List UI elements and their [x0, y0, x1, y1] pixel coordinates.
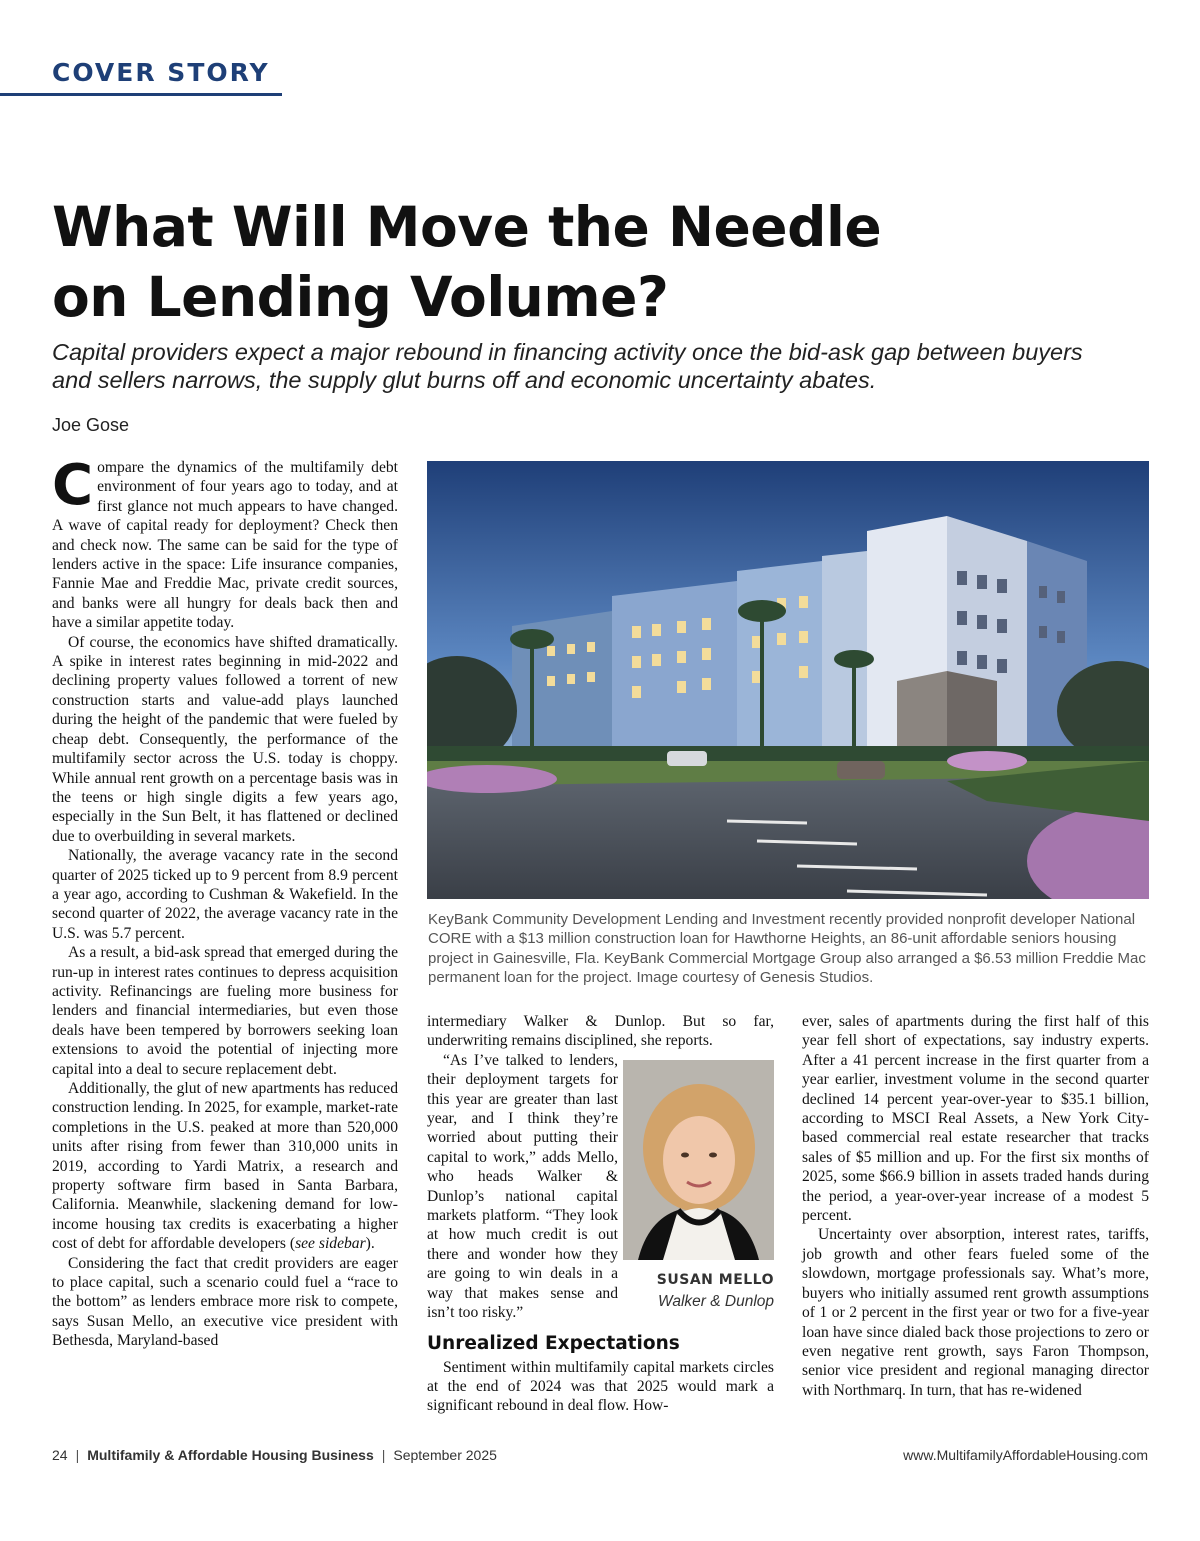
paragraph: Sentiment within multifamily capital markets circles at the end of 2024 was that 2025 would mark a significant rebound in deal flow. How- — [427, 1358, 774, 1415]
deck-line-2: and sellers narrows, the supply glut burns off and economic uncertainty abates. — [52, 367, 877, 393]
paragraph: ever, sales of apartments during the first half of this year fell short of expectations, say industry experts. After a 41 percent increase in the first quarter from a year earlier, investment volume in the second quarter declined 14 percent year-over-year to $35.1 billion, according to MSCI Real Assets, a New York City-based commercial real estate researcher that tracks sales of $5 million and up. For the first six months of 2025, some $66.9 billion in assets traded hands during the period, a year-over-year increase of a modest 5 percent. — [802, 1013, 1149, 1225]
photo-caption: KeyBank Community Development Lending and Investment recently provided nonprofit developer National CORE with a $13 million construction loan for Hawthorne Heights, an 86-unit affordable seniors housing project in Gainesville, Fla. KeyBank Commercial Mortgage Group also arranged a $6.53 million Freddie Mac permanent loan for the project. Image courtesy of Genesis Studios. — [428, 911, 1146, 986]
paragraph-text-end: ). — [365, 1235, 375, 1253]
byline: Joe Gose — [52, 415, 130, 435]
publication-name: Multifamily & Affordable Housing Business — [87, 1447, 374, 1463]
building-rendering-image — [427, 461, 1149, 899]
article-column-3 — [802, 1012, 1149, 1400]
paragraph: “As I’ve talked to lenders, their deployment targets for this year are greater than last year, and I think they’re worried about putting their capital to work,” adds Mello, who heads Walker & Dunlop’s national capital markets platform. “They look at how much credit is out there and wonder how they are going to win deals in a way that makes sense and isn’t too risky.” — [427, 1051, 618, 1322]
drop-cap: C — [52, 453, 94, 518]
page-number: 24 — [52, 1447, 68, 1463]
subhead: Unrealized Expectations — [427, 1332, 680, 1354]
headline-line-1: What Will Move the Needle — [52, 195, 882, 259]
paragraph: Nationally, the average vacancy rate in the second quarter of 2025 ticked up to 9 percent from 8.9 percent a year ago, according to Cushman & Wakefield. In the second quarter of 2022, the average vacancy rate in the U.S. was 5.7 percent. — [52, 847, 398, 942]
portrait-organization: Walker & Dunlop — [657, 1293, 774, 1310]
footer-divider: | — [75, 1447, 80, 1463]
section-label: COVER STORY — [52, 58, 270, 87]
paragraph: intermediary Walker & Dunlop. But so far, underwriting remains disciplined, she reports. — [427, 1013, 774, 1050]
article-column-1 — [52, 453, 398, 1351]
website-url: www.MultifamilyAffordableHousing.com — [903, 1447, 1148, 1463]
portrait-name: SUSAN MELLO — [656, 1272, 774, 1288]
paragraph: Considering the fact that credit providers are eager to place capital, such a scenario could fuel a “race to the bottom” as lenders embrace more risk to compete, says Susan Mello, an executive vice president with Bethesda, Maryland-based — [52, 1254, 398, 1350]
paragraph — [52, 1079, 398, 1254]
paragraph — [52, 453, 398, 633]
paragraph: Of course, the economics have shifted dramatically. A spike in interest rates beginning in mid-2022 and declining property values followed a torrent of new construction starts and value-add plays launched during the height of the pandemic that were fueled by cheap debt. Consequently, the performance of the multifamily sector across the U.S. today is choppy. While annual rent growth on a percentage basis was in the teens or high single digits a few years ago, especially in the Sun Belt, it has flattened or declined due to overbuilding in several markets. — [52, 633, 398, 845]
headline — [52, 192, 1052, 332]
deck-subtitle — [52, 338, 1152, 394]
paragraph-text: Additionally, the glut of new apartments has reduced construction lending. In 2025, for example, market-rate completions in the U.S. peaked at more than 520,000 units after rising from fewer than 310,000 units in 2019, according to Yardi Matrix, a research and property software firm based in Santa Barbara, California. Meanwhile, slackening demand for low-income housing tax credits is exacerbating a higher cost of debt for affordable developers ( — [52, 1080, 398, 1253]
sidebar-reference: see sidebar — [295, 1235, 366, 1253]
portrait-photo — [623, 1060, 774, 1260]
paragraph-text: ompare the dynamics of the multifamily debt environment of four years ago to today, and at first glance not much appears to have changed. A wave of capital ready for deployment? Check then and check now. The same can be said for the type of lenders active in the space: Life insurance companies, Fannie Mae and Freddie Mac, private credit sources, and banks were all hungry for deals back then and have a similar appetite today. — [52, 459, 398, 632]
footer-divider: | — [381, 1447, 386, 1463]
section-rule — [0, 93, 282, 96]
page-footer — [52, 1447, 497, 1463]
paragraph: As a result, a bid-ask spread that emerged during the run-up in interest rates continues to depress acquisition activity. Refinancings are fueling more business for lenders and financial intermediaries, but even those deals have been tempered by borrowers seeking loan extensions to avoid the potential of injecting more capital into a deal to secure replacement debt. — [52, 944, 398, 1078]
issue-date: September 2025 — [393, 1447, 497, 1463]
paragraph: Uncertainty over absorption, interest rates, tariffs, job growth and other fears fueled some of the slowdown, mortgage professionals say. What’s more, buyers who initially assumed rent growth assumptions of 1 or 2 percent in the first year or two for a five-year loan have since dialed back those projections to zero or even negative rent growth, says Faron Thompson, senior vice president and regional managing director with Northmarq. In turn, that has re-widened — [802, 1226, 1149, 1399]
deck-line-1: Capital providers expect a major rebound in financing activity once the bid-ask gap between buyers — [52, 339, 1083, 365]
headline-line-2: on Lending Volume? — [52, 265, 669, 329]
